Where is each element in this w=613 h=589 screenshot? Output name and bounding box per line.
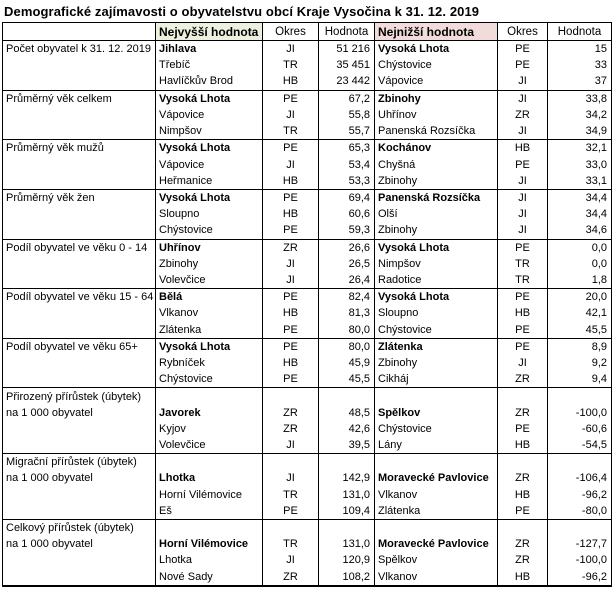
indicator-cell: Celkový přírůstek (úbytek) (3, 519, 156, 536)
value-header-high: Hodnota (319, 23, 375, 41)
high-district-cell: HB (263, 355, 319, 371)
high-district-cell: HB (263, 305, 319, 321)
high-name-cell: Bělá (156, 289, 263, 306)
high-name-cell: Javorek (156, 405, 263, 421)
section-lead-row (3, 388, 612, 405)
high-value-cell: 53,4 (319, 157, 375, 173)
table-row (3, 355, 612, 371)
table-row (3, 57, 612, 73)
low-name-cell: Cikháj (375, 371, 498, 388)
indicator-cell (3, 305, 156, 321)
high-name-cell: Jihlava (156, 41, 263, 58)
high-value-cell: 26,4 (319, 272, 375, 289)
low-value-cell: -60,6 (548, 421, 612, 437)
high-value-cell: 45,9 (319, 355, 375, 371)
high-value-cell: 108,2 (319, 568, 375, 586)
high-name-cell: Vysoká Lhota (156, 189, 263, 206)
indicator-header (3, 23, 156, 41)
low-district-cell (498, 388, 548, 405)
low-district-cell: JI (498, 189, 548, 206)
high-value-cell: 69,4 (319, 189, 375, 206)
low-name-cell: Panenská Rozsíčka (375, 189, 498, 206)
low-value-cell: 0,0 (548, 239, 612, 256)
high-value-cell (319, 388, 375, 405)
low-value-cell: 9,4 (548, 371, 612, 388)
table-row (3, 289, 612, 306)
high-district-cell: JI (263, 107, 319, 123)
low-name-cell: Moravecké Pavlovice (375, 470, 498, 486)
high-name-cell: Havlíčkův Brod (156, 73, 263, 90)
low-district-cell: JI (498, 173, 548, 190)
indicator-cell (3, 73, 156, 90)
high-value-cell: 131,0 (319, 486, 375, 502)
low-value-cell: 0,0 (548, 256, 612, 272)
high-name-cell: Třebíč (156, 57, 263, 73)
indicator-cell (3, 486, 156, 502)
high-district-cell: PE (263, 371, 319, 388)
table-row (3, 157, 612, 173)
high-value-cell: 120,9 (319, 552, 375, 568)
low-name-cell: Olší (375, 206, 498, 222)
indicator-cell (3, 173, 156, 190)
low-district-cell: ZR (498, 552, 548, 568)
low-district-cell (498, 454, 548, 471)
demographics-table (2, 22, 612, 587)
high-value-cell: 45,5 (319, 371, 375, 388)
high-name-cell: Vápovice (156, 107, 263, 123)
indicator-cell (3, 206, 156, 222)
high-district-cell: HB (263, 73, 319, 90)
indicator-cell: na 1 000 obyvatel (3, 405, 156, 421)
high-name-cell: Uhřínov (156, 239, 263, 256)
low-value-cell: 33 (548, 57, 612, 73)
low-name-cell: Panenská Rozsíčka (375, 123, 498, 140)
indicator-cell: Průměrný věk žen (3, 189, 156, 206)
high-name-cell: Kyjov (156, 421, 263, 437)
low-name-cell: Zlátenka (375, 338, 498, 355)
high-name-cell: Lhotka (156, 470, 263, 486)
low-district-cell: ZR (498, 107, 548, 123)
high-district-cell: PE (263, 503, 319, 520)
low-district-cell: ZR (498, 405, 548, 421)
low-name-cell: Vysoká Lhota (375, 41, 498, 58)
table-row (3, 470, 612, 486)
low-district-cell: PE (498, 421, 548, 437)
low-value-cell: 45,5 (548, 321, 612, 338)
low-value-cell: 34,4 (548, 206, 612, 222)
low-name-cell: Lány (375, 437, 498, 454)
low-name-cell: Zlátenka (375, 503, 498, 520)
table-row (3, 568, 612, 586)
indicator-cell (3, 57, 156, 73)
indicator-cell (3, 437, 156, 454)
low-value-cell (548, 388, 612, 405)
high-district-cell: ZR (263, 405, 319, 421)
table-row (3, 90, 612, 107)
high-value-cell: 26,6 (319, 239, 375, 256)
indicator-cell: Migrační přírůstek (úbytek) (3, 454, 156, 471)
low-value-cell: 34,9 (548, 123, 612, 140)
low-district-cell: HB (498, 568, 548, 586)
table-row (3, 503, 612, 520)
low-value-cell: -54,5 (548, 437, 612, 454)
low-name-cell: Vysoká Lhota (375, 239, 498, 256)
high-value-cell: 80,0 (319, 321, 375, 338)
indicator-cell: na 1 000 obyvatel (3, 470, 156, 486)
high-value-cell (319, 454, 375, 471)
high-name-cell: Sloupno (156, 206, 263, 222)
table-row (3, 107, 612, 123)
table-row (3, 222, 612, 239)
high-name-cell: Eš (156, 503, 263, 520)
low-district-cell: HB (498, 437, 548, 454)
table-row (3, 189, 612, 206)
low-value-cell: 34,6 (548, 222, 612, 239)
indicator-cell: Podíl obyvatel ve věku 0 - 14 (3, 239, 156, 256)
high-district-cell: JI (263, 437, 319, 454)
high-value-cell: 35 451 (319, 57, 375, 73)
indicator-cell (3, 222, 156, 239)
high-district-cell: ZR (263, 568, 319, 586)
high-name-cell: Chýstovice (156, 371, 263, 388)
low-value-cell: -106,4 (548, 470, 612, 486)
low-district-cell: PE (498, 57, 548, 73)
header-row (3, 23, 612, 41)
high-district-cell: JI (263, 256, 319, 272)
high-name-cell: Nové Sady (156, 568, 263, 586)
high-name-cell: Vlkanov (156, 305, 263, 321)
high-value-cell: 55,7 (319, 123, 375, 140)
low-district-cell: JI (498, 73, 548, 90)
high-value-cell: 80,0 (319, 338, 375, 355)
low-district-cell: HB (498, 486, 548, 502)
high-district-cell: HB (263, 206, 319, 222)
high-district-cell: TR (263, 123, 319, 140)
low-district-cell: JI (498, 90, 548, 107)
table-row (3, 41, 612, 58)
indicator-cell (3, 568, 156, 586)
low-name-cell: Vlkanov (375, 486, 498, 502)
indicator-cell (3, 321, 156, 338)
high-value-cell: 55,8 (319, 107, 375, 123)
highest-value-header: Nejvyšší hodnota (156, 23, 263, 41)
low-name-cell: Zbinohy (375, 355, 498, 371)
section-lead-row (3, 454, 612, 471)
low-value-cell: 32,1 (548, 140, 612, 157)
indicator-cell: Podíl obyvatel ve věku 65+ (3, 338, 156, 355)
high-district-cell: PE (263, 222, 319, 239)
high-district-cell: ZR (263, 421, 319, 437)
high-name-cell: Nimpšov (156, 123, 263, 140)
high-value-cell: 39,5 (319, 437, 375, 454)
high-name-cell: Lhotka (156, 552, 263, 568)
low-value-cell: -80,0 (548, 503, 612, 520)
high-value-cell: 48,5 (319, 405, 375, 421)
indicator-cell (3, 107, 156, 123)
low-value-cell: -127,7 (548, 536, 612, 552)
high-name-cell: Volevčice (156, 272, 263, 289)
district-header-high: Okres (263, 23, 319, 41)
high-district-cell: PE (263, 90, 319, 107)
high-value-cell: 26,5 (319, 256, 375, 272)
table-row (3, 371, 612, 388)
high-name-cell: Vysoká Lhota (156, 90, 263, 107)
low-name-cell: Chýstovice (375, 421, 498, 437)
low-value-cell: -100,0 (548, 552, 612, 568)
table-row (3, 536, 612, 552)
table-row (3, 239, 612, 256)
high-district-cell (263, 454, 319, 471)
indicator-cell: Přirozený přírůstek (úbytek) (3, 388, 156, 405)
low-value-cell: 33,1 (548, 173, 612, 190)
table-row (3, 305, 612, 321)
high-value-cell: 51 216 (319, 41, 375, 58)
low-value-cell: 20,0 (548, 289, 612, 306)
high-name-cell: Chýstovice (156, 222, 263, 239)
low-name-cell: Vápovice (375, 73, 498, 90)
low-value-cell: 15 (548, 41, 612, 58)
table-row (3, 140, 612, 157)
high-value-cell: 23 442 (319, 73, 375, 90)
low-name-cell: Zbinohy (375, 90, 498, 107)
low-district-cell: ZR (498, 536, 548, 552)
high-name-cell (156, 519, 263, 536)
low-district-cell: JI (498, 206, 548, 222)
high-name-cell: Heřmanice (156, 173, 263, 190)
low-name-cell: Chýstovice (375, 321, 498, 338)
low-district-cell: ZR (498, 371, 548, 388)
lowest-value-header: Nejnižší hodnota (375, 23, 498, 41)
high-name-cell: Vysoká Lhota (156, 140, 263, 157)
low-value-cell: -96,2 (548, 486, 612, 502)
low-value-cell (548, 519, 612, 536)
high-name-cell: Vápovice (156, 157, 263, 173)
high-value-cell: 60,6 (319, 206, 375, 222)
low-district-cell: ZR (498, 470, 548, 486)
high-district-cell: TR (263, 536, 319, 552)
table-row (3, 552, 612, 568)
low-district-cell: HB (498, 140, 548, 157)
indicator-cell (3, 123, 156, 140)
high-name-cell: Vysoká Lhota (156, 338, 263, 355)
high-district-cell: PE (263, 140, 319, 157)
high-value-cell: 67,2 (319, 90, 375, 107)
high-value-cell: 142,9 (319, 470, 375, 486)
low-district-cell: TR (498, 272, 548, 289)
low-name-cell: Chyšná (375, 157, 498, 173)
low-district-cell: JI (498, 355, 548, 371)
low-name-cell (375, 519, 498, 536)
high-value-cell: 131,0 (319, 536, 375, 552)
low-value-cell: 34,4 (548, 189, 612, 206)
indicator-cell (3, 355, 156, 371)
low-name-cell: Zbinohy (375, 173, 498, 190)
value-header-low: Hodnota (548, 23, 612, 41)
high-district-cell: PE (263, 338, 319, 355)
low-name-cell: Kochánov (375, 140, 498, 157)
low-value-cell: 33,8 (548, 90, 612, 107)
high-name-cell: Zlátenka (156, 321, 263, 338)
table-row (3, 173, 612, 190)
low-district-cell: PE (498, 503, 548, 520)
indicator-cell: na 1 000 obyvatel (3, 536, 156, 552)
high-name-cell: Zbinohy (156, 256, 263, 272)
high-name-cell: Horní Vilémovice (156, 536, 263, 552)
low-value-cell: 42,1 (548, 305, 612, 321)
low-district-cell: HB (498, 305, 548, 321)
low-district-cell (498, 519, 548, 536)
low-name-cell: Vlkanov (375, 568, 498, 586)
indicator-cell: Podíl obyvatel ve věku 15 - 64 (3, 289, 156, 306)
table-row (3, 73, 612, 90)
low-name-cell: Vysoká Lhota (375, 289, 498, 306)
high-district-cell: HB (263, 173, 319, 190)
high-value-cell: 82,4 (319, 289, 375, 306)
low-value-cell: 34,2 (548, 107, 612, 123)
indicator-cell (3, 157, 156, 173)
low-name-cell: Spělkov (375, 405, 498, 421)
low-district-cell: JI (498, 222, 548, 239)
low-district-cell: PE (498, 321, 548, 338)
table-row (3, 256, 612, 272)
low-name-cell: Zbinohy (375, 222, 498, 239)
high-name-cell (156, 454, 263, 471)
low-value-cell: -100,0 (548, 405, 612, 421)
high-value-cell: 109,4 (319, 503, 375, 520)
table-row (3, 405, 612, 421)
high-value-cell: 53,3 (319, 173, 375, 190)
high-district-cell: TR (263, 57, 319, 73)
table-row (3, 437, 612, 454)
high-district-cell: JI (263, 272, 319, 289)
indicator-cell: Průměrný věk mužů (3, 140, 156, 157)
high-district-cell: PE (263, 189, 319, 206)
low-value-cell: 1,8 (548, 272, 612, 289)
high-value-cell: 42,6 (319, 421, 375, 437)
low-district-cell: PE (498, 338, 548, 355)
low-district-cell: PE (498, 41, 548, 58)
table-row (3, 272, 612, 289)
high-district-cell: TR (263, 486, 319, 502)
high-name-cell: Volevčice (156, 437, 263, 454)
low-name-cell: Nimpšov (375, 256, 498, 272)
high-district-cell: PE (263, 321, 319, 338)
high-district-cell: ZR (263, 239, 319, 256)
indicator-cell (3, 256, 156, 272)
table-row (3, 421, 612, 437)
table-row (3, 321, 612, 338)
low-name-cell: Spělkov (375, 552, 498, 568)
high-value-cell: 81,3 (319, 305, 375, 321)
high-name-cell (156, 388, 263, 405)
high-value-cell: 59,3 (319, 222, 375, 239)
high-name-cell: Rybníček (156, 355, 263, 371)
high-district-cell: JI (263, 470, 319, 486)
low-value-cell: 8,9 (548, 338, 612, 355)
low-district-cell: PE (498, 289, 548, 306)
low-district-cell: JI (498, 123, 548, 140)
high-district-cell: PE (263, 289, 319, 306)
indicator-cell (3, 503, 156, 520)
low-value-cell: 37 (548, 73, 612, 90)
low-name-cell (375, 454, 498, 471)
table-row (3, 338, 612, 355)
table-row (3, 123, 612, 140)
indicator-cell (3, 421, 156, 437)
low-district-cell: PE (498, 239, 548, 256)
low-value-cell (548, 454, 612, 471)
table-row (3, 486, 612, 502)
low-district-cell: TR (498, 256, 548, 272)
low-name-cell (375, 388, 498, 405)
low-name-cell: Radotice (375, 272, 498, 289)
page-title: Demografické zajímavosti o obyvatelstvu obcí Kraje Vysočina k 31. 12. 2019 (4, 4, 480, 19)
low-value-cell: 9,2 (548, 355, 612, 371)
high-value-cell (319, 519, 375, 536)
low-name-cell: Chýstovice (375, 57, 498, 73)
low-name-cell: Sloupno (375, 305, 498, 321)
low-name-cell: Uhřínov (375, 107, 498, 123)
table-row (3, 206, 612, 222)
high-district-cell: JI (263, 41, 319, 58)
high-name-cell: Horní Vilémovice (156, 486, 263, 502)
district-header-low: Okres (498, 23, 548, 41)
indicator-cell (3, 371, 156, 388)
low-name-cell: Moravecké Pavlovice (375, 536, 498, 552)
low-value-cell: 33,0 (548, 157, 612, 173)
indicator-cell: Počet obyvatel k 31. 12. 2019 (3, 41, 156, 58)
indicator-cell (3, 272, 156, 289)
high-district-cell: JI (263, 157, 319, 173)
low-district-cell: PE (498, 157, 548, 173)
section-lead-row (3, 519, 612, 536)
high-value-cell: 65,3 (319, 140, 375, 157)
indicator-cell: Průměrný věk celkem (3, 90, 156, 107)
high-district-cell (263, 388, 319, 405)
indicator-cell (3, 552, 156, 568)
high-district-cell (263, 519, 319, 536)
low-value-cell: -96,2 (548, 568, 612, 586)
high-district-cell: JI (263, 552, 319, 568)
